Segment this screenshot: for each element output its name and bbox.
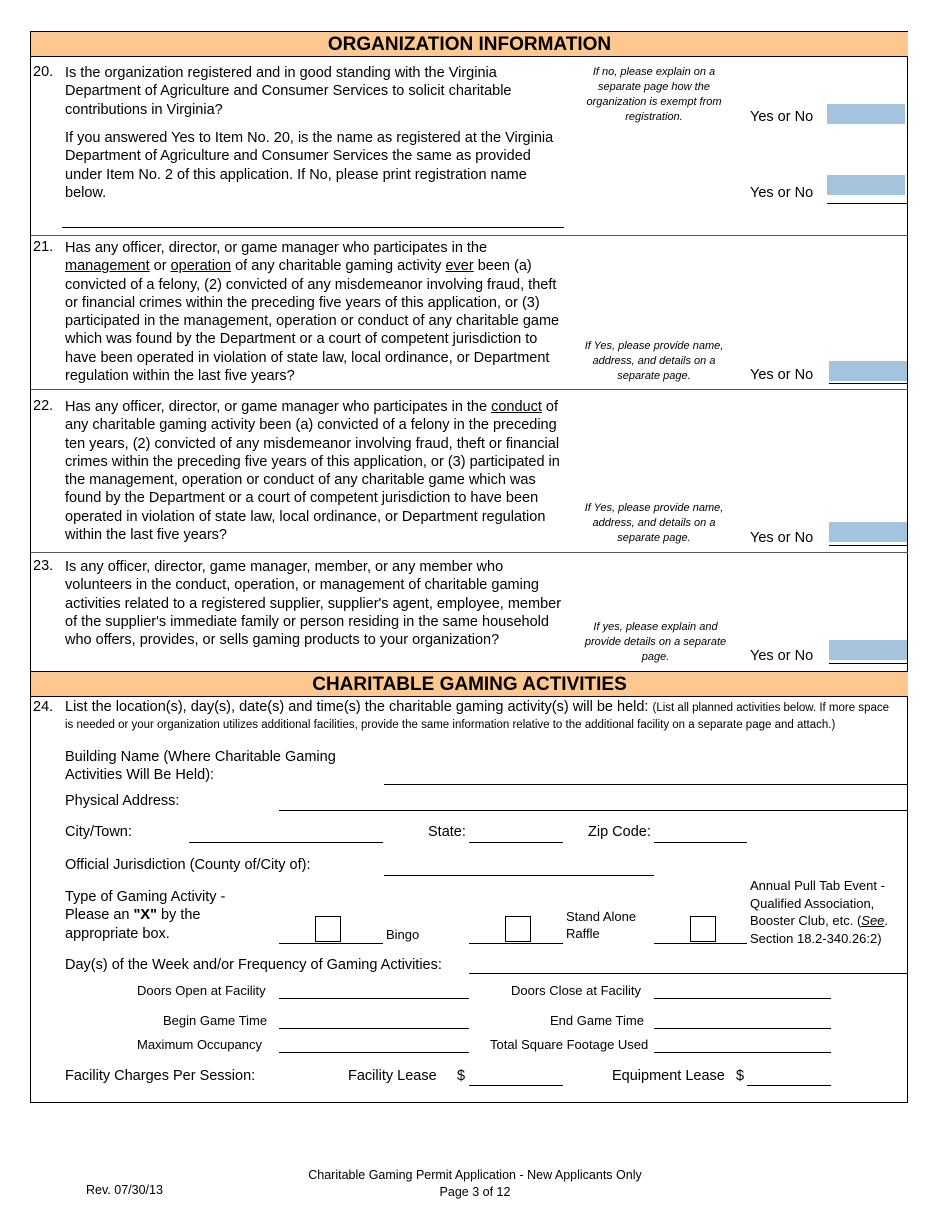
square-footage-label: Total Square Footage Used xyxy=(490,1037,649,1052)
gaming-section-title: CHARITABLE GAMING ACTIVITIES xyxy=(31,671,908,697)
q23-number: 23. xyxy=(33,558,54,574)
days-label: Day(s) of the Week and/or Frequency of Gaming Activities: xyxy=(65,957,442,973)
bingo-checkbox[interactable] xyxy=(315,916,341,942)
pulltab-line xyxy=(654,943,747,944)
bingo-label: Bingo xyxy=(386,927,420,942)
q21-text: Has any officer, director, or game manager who participates in the management or operation of any charitable gaming activity ever been (a) convicted of a felony, (2) convicted of any misdemeanor involving fraud, theft or financial crimes within the preceding five years of this application, or (3) participated in the management, operation or conduct of any charitable game which was found by the Department or a court of competent jurisdiction to have been operated in violation of state law, local ordinance, or Department regulation within the last five years? xyxy=(65,240,560,385)
q22-text: Has any officer, director, or game manager who participates in the conduct of any charitable gaming activity been (a) convicted of a felony in the preceding ten years, (2) convicted of any misdemeanor involving fraud, theft or financial crimes within the preceding five years of this application, or (3) participated in the management, operation or conduct of any charitable game which was found by the Department or a court of competent jurisdiction to have been operated in violation of state law, local ordinance, or Department regulation within the last five years? xyxy=(65,399,560,544)
max-occupancy-line[interactable] xyxy=(279,1052,469,1053)
q21-answer-line xyxy=(829,383,907,384)
facility-lease-currency: $ xyxy=(457,1068,466,1084)
raffle-label: Stand Alone Raffle xyxy=(566,909,637,941)
pulltab-checkbox[interactable] xyxy=(690,916,716,942)
q22-answer-line xyxy=(829,545,907,546)
q20-followup-answer-line xyxy=(827,203,908,204)
equipment-lease-label: Equipment Lease xyxy=(612,1068,725,1084)
building-name-label: Building Name (Where Charitable Gaming Activities Will Be Held): xyxy=(65,749,336,784)
q23-answer-line xyxy=(829,663,907,664)
page-number: Page 3 of 12 xyxy=(439,1185,511,1199)
q24-text: List the location(s), day(s), date(s) and time(s) the charitable gaming activity(s) will be held: (List all planned activities below. If more space is needed or your organization utilizes additional facilities, provide the same information relative to the additional facility on a separate page and attach.) xyxy=(65,699,890,731)
facility-charges-label: Facility Charges Per Session: xyxy=(65,1068,256,1084)
q21-number: 21. xyxy=(33,239,54,255)
days-line[interactable] xyxy=(469,973,908,974)
zip-line[interactable] xyxy=(654,842,747,843)
facility-lease-label: Facility Lease xyxy=(348,1068,437,1084)
raffle-line xyxy=(469,943,563,944)
jurisdiction-label: Official Jurisdiction (County of/City of): xyxy=(65,857,311,873)
raffle-checkbox[interactable] xyxy=(505,916,531,942)
facility-lease-line[interactable] xyxy=(469,1085,563,1086)
q23-note: If yes, please explain and provide details on a separate page. xyxy=(584,621,727,663)
gaming-type-label: Type of Gaming Activity - Please an "X" by the appropriate box. xyxy=(65,889,226,942)
state-label: State: xyxy=(428,824,466,840)
revision-date: Rev. 07/30/13 xyxy=(86,1183,163,1197)
q22-answer-field[interactable] xyxy=(829,522,907,542)
q20-followup-yes-or-no-label: Yes or No xyxy=(750,185,814,201)
q20-followup-text: If you answered Yes to Item No. 20, is the name as registered at the Virginia Department of Agriculture and Consumer Services the same as provided under Item No. 2 of this application. If No, please print registration name below. xyxy=(65,130,554,201)
equipment-lease-currency: $ xyxy=(736,1068,745,1084)
city-line[interactable] xyxy=(189,842,383,843)
divider xyxy=(31,552,908,553)
q23-text: Is any officer, director, game manager, member, or any member who volunteers in the conduct, operation, or management of charitable gaming activities related to a registered supplier, supplier's agent, employee, member of the supplier's immediate family or person residing in the same household who offers, provides, or sells gaming products to your organization? xyxy=(65,559,562,649)
bingo-line xyxy=(279,943,383,944)
pulltab-label: Annual Pull Tab Event - Qualified Association, Booster Club, etc. (See. Section 18.2-340.26:2) xyxy=(750,878,889,946)
q22-note: If Yes, please provide name, address, and details on a separate page. xyxy=(584,502,724,544)
divider xyxy=(31,389,908,390)
q24-number: 24. xyxy=(33,699,54,715)
q20-answer-field[interactable] xyxy=(827,104,905,124)
equipment-lease-line[interactable] xyxy=(747,1085,831,1086)
end-time-line[interactable] xyxy=(654,1028,831,1029)
q22-number: 22. xyxy=(33,398,54,414)
doors-close-line[interactable] xyxy=(654,998,831,999)
footer-title: Charitable Gaming Permit Application - New Applicants Only xyxy=(308,1168,642,1182)
q20-note: If no, please explain on a separate page how the organization is exempt from registration. xyxy=(586,66,722,123)
begin-time-label: Begin Game Time xyxy=(163,1013,268,1028)
q21-answer-field[interactable] xyxy=(829,361,907,381)
q20-number: 20. xyxy=(33,64,54,80)
q20-text: Is the organization registered and in good standing with the Virginia Department of Agriculture and Consumer Services to solicit charitable contributions in Virginia? xyxy=(65,65,512,118)
q23-answer-field[interactable] xyxy=(829,640,907,660)
q21-yes-or-no-label: Yes or No xyxy=(750,367,814,383)
physical-address-label: Physical Address: xyxy=(65,793,180,809)
jurisdiction-line[interactable] xyxy=(384,875,654,876)
q23-yes-or-no-label: Yes or No xyxy=(750,648,814,664)
end-time-label: End Game Time xyxy=(550,1013,644,1028)
divider xyxy=(31,235,908,236)
max-occupancy-label: Maximum Occupancy xyxy=(137,1037,262,1052)
q22-yes-or-no-label: Yes or No xyxy=(750,530,814,546)
q20-followup-answer-field[interactable] xyxy=(827,175,905,195)
city-label: City/Town: xyxy=(65,824,132,840)
registration-name-line[interactable] xyxy=(62,227,564,228)
doors-close-label: Doors Close at Facility xyxy=(511,983,642,998)
q21-note: If Yes, please provide name, address, and details on a separate page. xyxy=(584,340,724,382)
physical-address-line[interactable] xyxy=(279,810,908,811)
state-line[interactable] xyxy=(469,842,563,843)
doors-open-label: Doors Open at Facility xyxy=(137,983,266,998)
begin-time-line[interactable] xyxy=(279,1028,469,1029)
building-name-line[interactable] xyxy=(384,784,908,785)
org-section-title: ORGANIZATION INFORMATION xyxy=(31,31,908,57)
doors-open-line[interactable] xyxy=(279,998,469,999)
zip-label: Zip Code: xyxy=(588,824,651,840)
square-footage-line[interactable] xyxy=(654,1052,831,1053)
q20-yes-or-no-label: Yes or No xyxy=(750,109,814,125)
